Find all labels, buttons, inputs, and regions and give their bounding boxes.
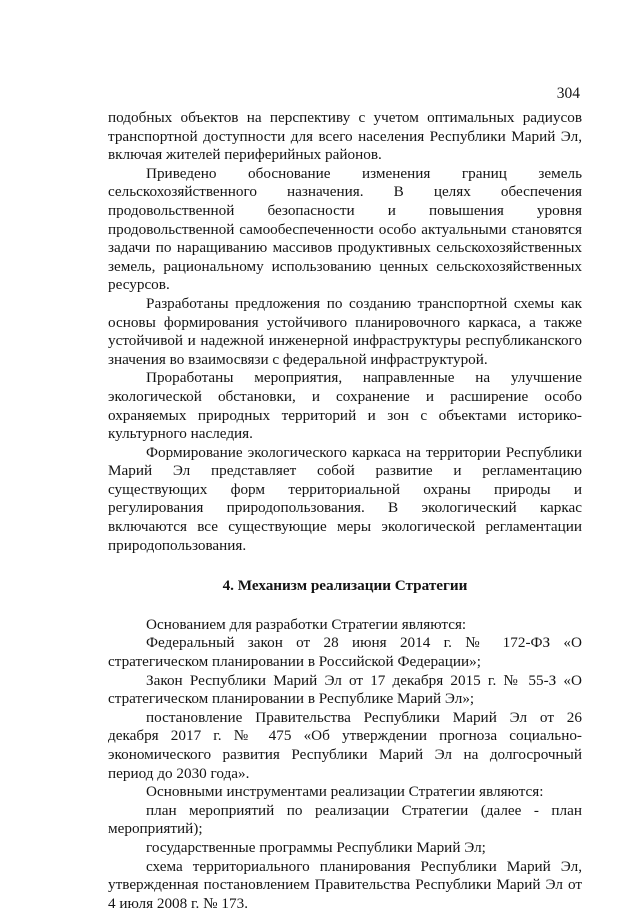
paragraph: Основанием для разработки Стратегии являются: [146,615,467,633]
paragraph: Разработаны предложения по созданию транспортной схемы как основы формирования устойчивого планировочного каркаса, а также устойчивой и надежной инженерной инфраструктуры республиканского значения во взаимосвязи с федеральной инфраструктурой. [108,294,582,368]
paragraph: подобных объектов на перспективу с учетом оптимальных радиусов транспортной доступности для всего населения Республики Марий Эл, включая жителей периферийных районов. [108,109,582,164]
paragraph: Закон Республики Марий Эл от 17 декабря 2015 г. № 55-З «О стратегическом планировании в Республике Марий Эл»; [108,671,582,708]
section-heading: 4. Механизм реализации Стратегии [222,577,468,595]
paragraph: государственные программы Республики Марий Эл; [146,838,486,856]
paragraph: схема территориального планирования Республики Марий Эл, утвержденная постановлением Правительства Республики Марий Эл от 4 июля 2008 г. № 173. [108,857,582,912]
paragraph: Проработаны мероприятия, направленные на улучшение экологической обстановки, и сохранение и расширение особо охраняемых природных территорий и зон с объектами историко-культурного наследия. [108,369,582,443]
paragraph: Формирование экологического каркаса на территории Республики Марий Эл представляет собой развитие и регламентацию существующих форм территориальной охраны природы и регулирования природопользования. В экологический каркас включаются все существующие меры экологической регламентации природопользования. [108,443,582,554]
document-body [108,109,582,913]
paragraph: Приведено обоснование изменения границ земель сельскохозяйственного назначения. В целях обеспечения продовольственной безопасности и повышения уровня продовольственной самообеспеченности особо актуальными становятся задачи по наращиванию массивов продуктивных сельскохозяйственных земель, рациональному использованию ценных сельскохозяйственных ресурсов. [108,164,582,294]
page-number: 304 [556,85,580,102]
paragraph: постановление Правительства Республики Марий Эл от 26 декабря 2017 г. № 475 «Об утверждении прогноза социально-экономического развития Республики Марий Эл на долгосрочный период до 2030 года». [108,708,582,782]
paragraph: Федеральный закон от 28 июня 2014 г. № 172-ФЗ «О стратегическом планировании в Российской Федерации»; [108,634,582,671]
paragraph: Основными инструментами реализации Стратегии являются: [146,783,544,801]
paragraph: план мероприятий по реализации Стратегии (далее - план мероприятий); [108,801,582,838]
